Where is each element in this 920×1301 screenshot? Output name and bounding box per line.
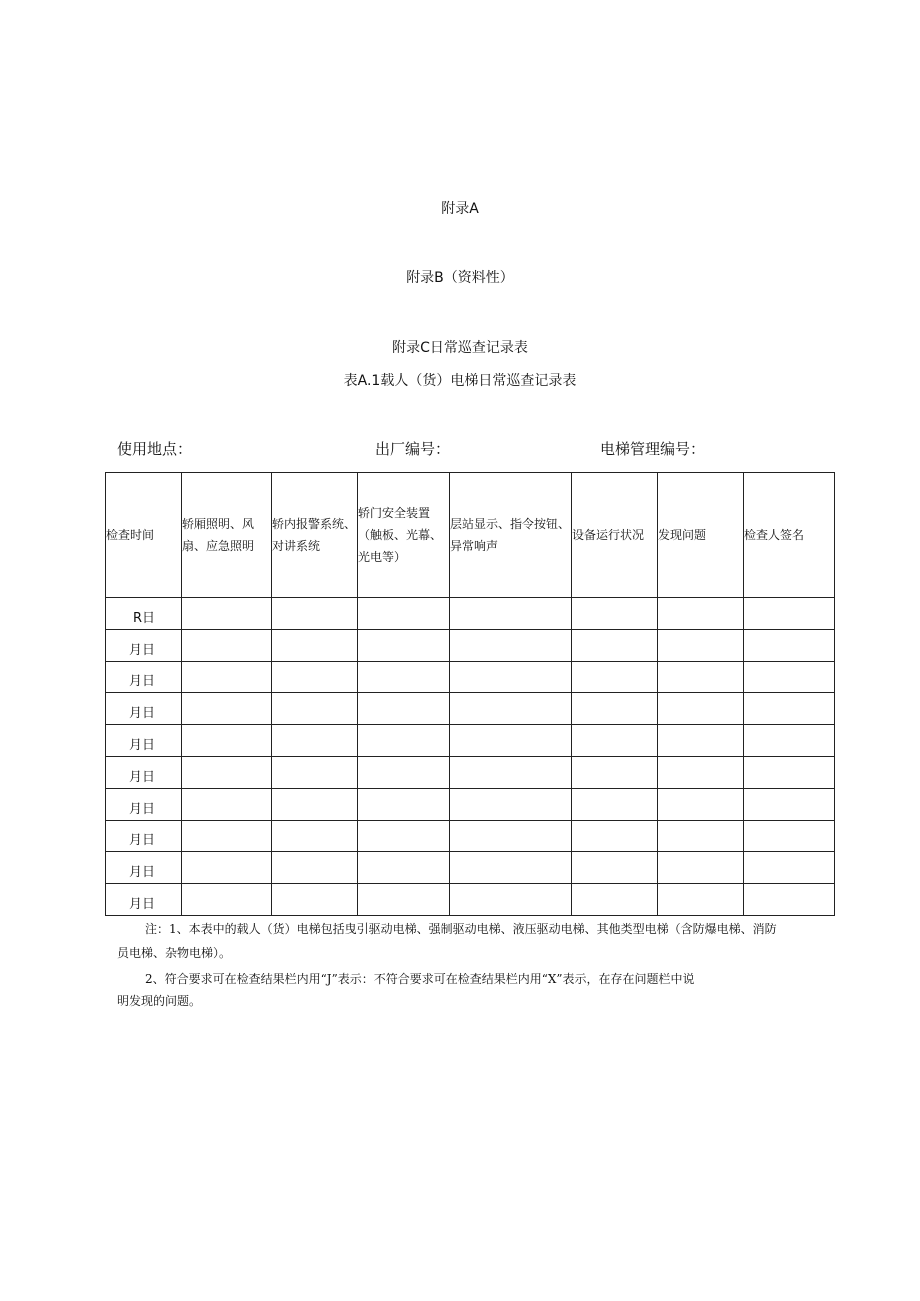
record-cell (272, 788, 358, 820)
table-row (106, 629, 835, 661)
record-cell (744, 852, 835, 884)
record-cell (182, 884, 272, 916)
note-1-line-2: 员电梯、杂物电梯）。 (117, 946, 232, 960)
management-number-label: 电梯管理编号： (600, 440, 706, 458)
record-cell (744, 756, 835, 788)
factory-number-label: 出厂编号： (375, 440, 451, 458)
record-cell (450, 788, 572, 820)
record-cell (658, 629, 744, 661)
note-2-line-2: 明发现的问题。 (117, 994, 202, 1008)
record-cell (572, 820, 658, 852)
record-cell (182, 598, 272, 630)
record-cell (272, 661, 358, 693)
table-row (106, 820, 835, 852)
record-cell (744, 598, 835, 630)
table-row (106, 693, 835, 725)
appendix-b-heading: 附录B（资料性） (406, 270, 514, 286)
inspection-record-table (105, 472, 835, 916)
record-cell (272, 598, 358, 630)
record-cell (450, 725, 572, 757)
record-cell (450, 820, 572, 852)
header-problems-found: 发现问题 (658, 473, 744, 598)
record-cell (272, 693, 358, 725)
record-cell (658, 693, 744, 725)
record-cell (658, 725, 744, 757)
record-cell (658, 756, 744, 788)
record-cell (358, 629, 450, 661)
table-row (106, 725, 835, 757)
note-1-line-1: 注：1、本表中的载人（货）电梯包括曳引驱动电梯、强制驱动电梯、液压驱动电梯、其他类型电梯（含防爆电梯、消防 (145, 922, 777, 936)
record-cell (358, 852, 450, 884)
record-cell (182, 629, 272, 661)
record-cell (358, 725, 450, 757)
record-cell (358, 788, 450, 820)
record-cell (572, 629, 658, 661)
record-cell (272, 884, 358, 916)
table-row (106, 598, 835, 630)
record-cell (658, 598, 744, 630)
record-cell (744, 820, 835, 852)
record-cell (450, 852, 572, 884)
table-header-row (106, 473, 835, 598)
record-cell (358, 661, 450, 693)
record-cell (272, 725, 358, 757)
record-cell (450, 756, 572, 788)
record-cell (272, 629, 358, 661)
table-row (106, 852, 835, 884)
record-cell (182, 661, 272, 693)
record-cell (744, 629, 835, 661)
record-cell (450, 598, 572, 630)
record-cell (572, 725, 658, 757)
date-cell: 月日 (106, 852, 182, 884)
header-car-lighting: 轿厢照明、风扇、应急照明 (182, 473, 272, 598)
record-cell (182, 693, 272, 725)
record-cell (358, 820, 450, 852)
record-cell (572, 852, 658, 884)
record-cell (572, 598, 658, 630)
record-cell (182, 725, 272, 757)
record-cell (272, 756, 358, 788)
record-cell (450, 629, 572, 661)
date-cell: R日 (106, 598, 182, 630)
date-cell: 月日 (106, 884, 182, 916)
record-cell (572, 756, 658, 788)
record-cell (744, 725, 835, 757)
record-cell (572, 788, 658, 820)
header-inspector-signature: 检查人签名 (744, 473, 835, 598)
table-row (106, 884, 835, 916)
record-cell (744, 884, 835, 916)
record-cell (182, 820, 272, 852)
note-2-line-1: 2、符合要求可在检查结果栏内用“J”表示：不符合要求可在检查结果栏内用“X”表示，在存在问题栏中说 (145, 972, 695, 986)
date-cell: 月日 (106, 693, 182, 725)
record-cell (658, 852, 744, 884)
record-cell (572, 884, 658, 916)
record-cell (358, 598, 450, 630)
date-cell: 月日 (106, 661, 182, 693)
record-cell (182, 788, 272, 820)
record-cell (572, 661, 658, 693)
date-cell: 月日 (106, 629, 182, 661)
record-cell (272, 852, 358, 884)
record-cell (658, 884, 744, 916)
record-cell (182, 852, 272, 884)
record-cell (450, 884, 572, 916)
date-cell: 月日 (106, 725, 182, 757)
record-cell (658, 788, 744, 820)
record-cell (358, 884, 450, 916)
date-cell: 月日 (106, 756, 182, 788)
header-inspection-time: 检查时间 (106, 473, 182, 598)
record-cell (358, 756, 450, 788)
table-row (106, 756, 835, 788)
appendix-a-heading: 附录A (441, 201, 479, 217)
date-cell: 月日 (106, 820, 182, 852)
record-cell (658, 661, 744, 693)
table-title: 表A.1载人（货）电梯日常巡查记录表 (343, 373, 577, 389)
record-cell (358, 693, 450, 725)
header-door-safety: 轿门安全装置（触板、光幕、光电等） (358, 473, 450, 598)
record-cell (272, 820, 358, 852)
record-cell (744, 661, 835, 693)
record-cell (572, 693, 658, 725)
record-cell (658, 820, 744, 852)
record-cell (450, 661, 572, 693)
header-equipment-status: 设备运行状况 (572, 473, 658, 598)
header-alarm-intercom: 轿内报警系统、对讲系统 (272, 473, 358, 598)
appendix-c-heading: 附录C日常巡查记录表 (392, 340, 528, 356)
record-cell (744, 693, 835, 725)
record-cell (182, 756, 272, 788)
header-landing-display: 层站显示、指令按钮、异常响声 (450, 473, 572, 598)
table-row (106, 661, 835, 693)
record-cell (744, 788, 835, 820)
table-row (106, 788, 835, 820)
location-label: 使用地点： (117, 440, 193, 458)
record-cell (450, 693, 572, 725)
date-cell: 月日 (106, 788, 182, 820)
